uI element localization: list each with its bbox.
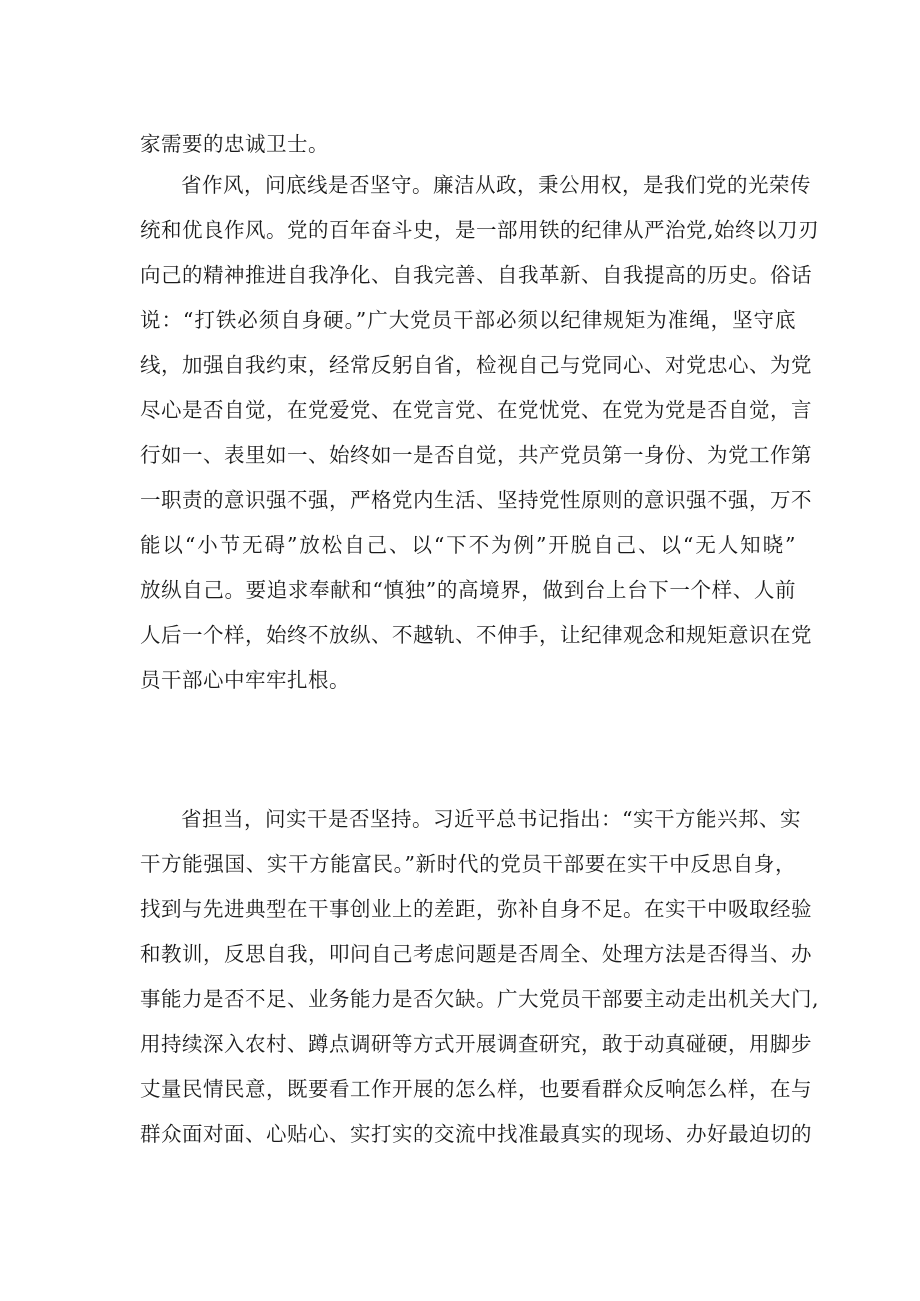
text-line: 家需要的忠诚卫士。: [140, 132, 329, 156]
text-line: 和教训，反思自我，叩问自己考虑问题是否周全、处理方法是否得当、办: [140, 942, 812, 966]
text-line: 员干部心中牢牢扎根。: [140, 668, 350, 692]
text-line: 用持续深入农村、蹲点调研等方式开展调查研究，敢于动真碰硬，用脚步: [140, 1032, 812, 1056]
text-line: 统和优良作风。党的百年奋斗史，是一部用铁的纪律从严治党,始终以刀刃: [140, 218, 820, 242]
text-line: 干方能强国、实干方能富民。”新时代的党员干部要在实干中反思自身，: [140, 852, 796, 876]
text-line: 放纵自己。要追求奉献和“慎独”的高境界，做到台上台下一个样、人前: [140, 578, 796, 602]
text-line: 尽心是否自觉，在党爱党、在党言党、在党忧党、在党为党是否自觉，言: [140, 398, 812, 422]
text-line: 说：“打铁必须自身硬。”广大党员干部必须以纪律规矩为准绳，坚守底: [140, 308, 796, 332]
text-line: 行如一、表里如一、始终如一是否自觉，共产党员第一身份、为党工作第: [140, 443, 812, 467]
text-line: 省作风，问底线是否坚守。廉洁从政，秉公用权，是我们党的光荣传: [181, 173, 811, 197]
text-line: 省担当，问实干是否坚持。习近平总书记指出：“实干方能兴邦、实: [181, 807, 801, 831]
paragraph-continuation: [140, 122, 796, 167]
text-line: 一职责的意识强不强，严格党内生活、坚持党性原则的意识强不强，万不: [140, 488, 812, 512]
text-line: 能以“小节无碍”放松自己、以“下不为例”开脱自己、以“无人知晓”: [140, 533, 796, 557]
text-line: 群众面对面、心贴心、实打实的交流中找准最真实的现场、办好最迫切的: [140, 1122, 812, 1146]
text-line: 人后一个样，始终不放纵、不越轨、不伸手，让纪律观念和规矩意识在党: [140, 623, 812, 647]
text-line: 向己的精神推进自我净化、自我完善、自我革新、自我提高的历史。俗话: [140, 263, 812, 287]
paragraph-conduct: [140, 163, 820, 703]
text-line: 找到与先进典型在干事创业上的差距，弥补自身不足。在实干中吸取经验: [140, 897, 812, 921]
text-line: 线，加强自我约束，经常反躬自省，检视自己与党同心、对党忠心、为党: [140, 353, 812, 377]
text-line: 丈量民情民意，既要看工作开展的怎么样，也要看群众反响怎么样，在与: [140, 1077, 812, 1101]
text-line: 事能力是否不足、业务能力是否欠缺。广大党员干部要主动走出机关大门,: [140, 987, 820, 1011]
paragraph-responsibility: [140, 797, 820, 1157]
